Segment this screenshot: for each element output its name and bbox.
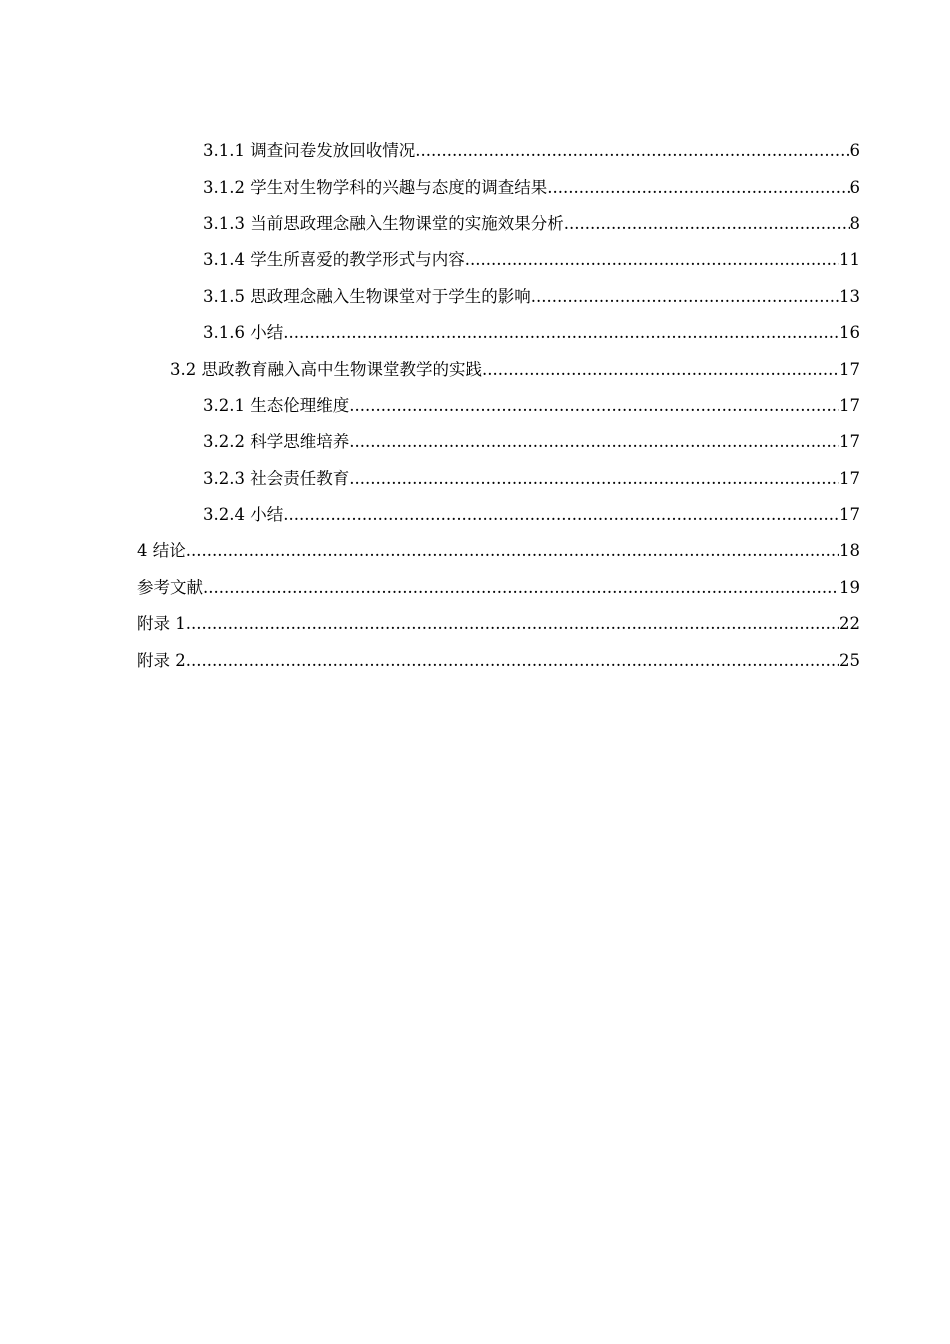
toc-entry[interactable] xyxy=(0,570,950,606)
dot-leader xyxy=(564,214,850,234)
toc-entry-page: 13 xyxy=(839,286,860,306)
dot-leader xyxy=(415,141,849,161)
toc-entry-title: 3.1.1 调查问卷发放回收情况 xyxy=(203,141,416,161)
dot-leader xyxy=(349,469,839,489)
toc-entry-title: 3.2.3 社会责任教育 xyxy=(203,468,350,488)
toc-entry-title: 3.1.6 小结 xyxy=(203,323,284,343)
toc-entry-page: 17 xyxy=(839,505,860,525)
dot-leader xyxy=(349,396,839,416)
toc-entry-page: 22 xyxy=(839,614,860,634)
toc-entry-title: 参考文献 xyxy=(137,577,203,597)
toc-entry[interactable] xyxy=(0,242,950,278)
toc-entry-page: 17 xyxy=(839,359,860,379)
toc-entry[interactable] xyxy=(0,388,950,424)
dot-leader xyxy=(283,323,839,343)
toc-entry-page: 17 xyxy=(839,395,860,415)
dot-leader xyxy=(186,614,839,634)
dot-leader xyxy=(203,578,839,598)
dot-leader xyxy=(547,178,849,198)
toc-entry-title: 3.1.2 学生对生物学科的兴趣与态度的调查结果 xyxy=(203,177,548,197)
dot-leader xyxy=(465,250,839,270)
toc-entry-title: 附录 1 xyxy=(137,614,186,634)
toc-entry[interactable] xyxy=(0,424,950,460)
toc-entry-title: 3.2.2 科学思维培养 xyxy=(203,432,350,452)
toc-entry-title: 3.2 思政教育融入高中生物课堂教学的实践 xyxy=(170,359,482,379)
toc-entry[interactable] xyxy=(0,461,950,497)
toc-entry-page: 19 xyxy=(839,577,860,597)
toc-entry[interactable] xyxy=(0,133,950,169)
toc-entry-page: 11 xyxy=(839,250,860,270)
toc-entry-page: 17 xyxy=(839,432,860,452)
toc-entry-page: 6 xyxy=(849,141,860,161)
dot-leader xyxy=(186,651,839,671)
dot-leader xyxy=(283,505,839,525)
toc-entry-title: 3.2.4 小结 xyxy=(203,505,284,525)
toc-entry-title: 3.1.5 思政理念融入生物课堂对于学生的影响 xyxy=(203,286,531,306)
dot-leader xyxy=(349,432,839,452)
toc-entry-page: 8 xyxy=(849,213,860,233)
dot-leader xyxy=(531,287,839,307)
toc-entry-title: 3.1.3 当前思政理念融入生物课堂的实施效果分析 xyxy=(203,213,564,233)
toc-entry-page: 16 xyxy=(839,323,860,343)
toc-entry[interactable] xyxy=(0,169,950,205)
toc-entry-title: 4 结论 xyxy=(137,541,186,561)
toc-entry-title: 3.1.4 学生所喜爱的教学形式与内容 xyxy=(203,250,465,270)
toc-entry[interactable] xyxy=(0,642,950,678)
dot-leader xyxy=(186,541,839,561)
toc-entry-page: 18 xyxy=(839,541,860,561)
toc-entry-page: 6 xyxy=(849,177,860,197)
toc-entry[interactable] xyxy=(0,351,950,387)
toc-entry[interactable] xyxy=(0,533,950,569)
toc-entry-title: 3.2.1 生态伦理维度 xyxy=(203,395,350,415)
toc-entry-title: 附录 2 xyxy=(137,650,186,670)
toc-entry[interactable] xyxy=(0,497,950,533)
toc-entry-page: 17 xyxy=(839,468,860,488)
toc-entry-page: 25 xyxy=(839,650,860,670)
toc-entry[interactable] xyxy=(0,206,950,242)
dot-leader xyxy=(482,360,839,380)
toc-entry[interactable] xyxy=(0,315,950,351)
toc-entry[interactable] xyxy=(0,279,950,315)
table-of-contents xyxy=(0,133,950,679)
toc-entry[interactable] xyxy=(0,606,950,642)
